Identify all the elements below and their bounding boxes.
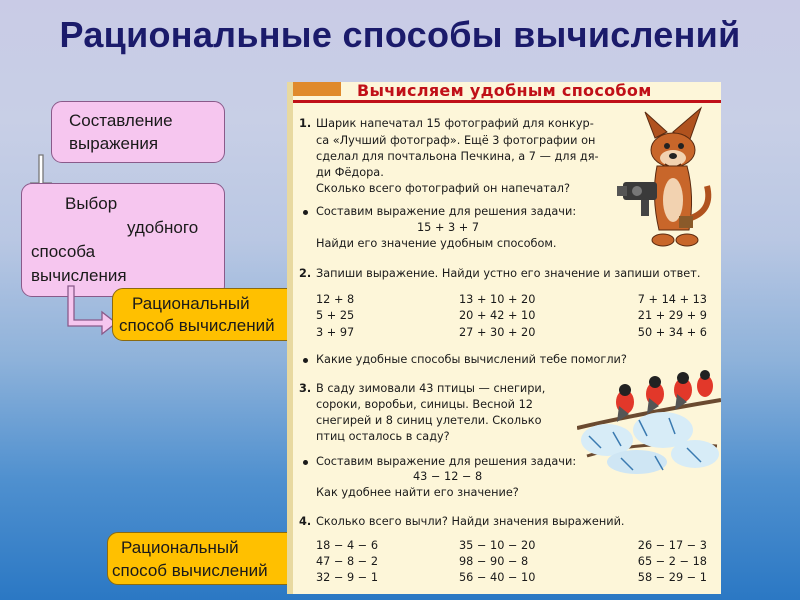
choice-box	[21, 183, 225, 297]
rational-method-box-top	[112, 288, 304, 341]
task4-expr: 65 − 2 − 18	[637, 555, 707, 568]
task2-expr: 5 + 25	[316, 309, 355, 322]
task3-line: сороки, воробьи, синицы. Весной 12	[316, 398, 533, 411]
textbook-header	[293, 82, 721, 100]
bullet	[303, 210, 308, 215]
choice-line4: вычисления	[31, 266, 127, 285]
task3-expression: 43 − 12 − 8	[413, 470, 483, 483]
slide-title: Рациональные способы вычислений	[59, 14, 741, 55]
task4-expr: 98 − 90 − 8	[459, 555, 529, 568]
task3-line: птиц осталось в саду?	[316, 430, 450, 443]
task4-expr: 32 − 9 − 1	[316, 571, 379, 584]
composition-line1: Составление	[69, 111, 173, 130]
bullfinch-branch-illustration	[577, 370, 721, 480]
choice-line1: Выбор	[65, 194, 118, 213]
task3-line: В саду зимовали 43 птицы — снегири,	[316, 382, 546, 395]
task1-line: Шарик напечатал 15 фотографий для конкур-	[316, 117, 594, 130]
task4-expr: 47 − 8 − 2	[316, 555, 379, 568]
task4-expr: 26 − 17 − 3	[637, 539, 707, 552]
heading-underline	[293, 100, 721, 103]
task4-number: 4.	[299, 515, 312, 528]
task4-expr: 58 − 29 − 1	[637, 571, 707, 584]
header-tab	[293, 82, 341, 96]
rational-bottom-line1: Рациональный	[121, 538, 239, 557]
task3-bullet-text: Составим выражение для решения задачи:	[316, 455, 577, 468]
task3-number: 3.	[299, 382, 312, 395]
task2-expr: 7 + 14 + 13	[637, 293, 707, 306]
task2-expr: 27 + 30 + 20	[459, 326, 536, 339]
task4-expr: 56 − 40 − 10	[459, 571, 536, 584]
task2-text: Запиши выражение. Найди устно его значение и запиши ответ.	[316, 267, 701, 280]
textbook-page	[287, 82, 721, 594]
page-margin-stripe	[287, 82, 293, 594]
bullet	[303, 460, 308, 465]
choice-line3: способа	[31, 242, 96, 261]
textbook-heading: Вычисляем удобным способом	[357, 82, 652, 100]
composition-line2: выражения	[69, 134, 159, 153]
task1-bullet-text: Составим выражение для решения задачи:	[316, 205, 577, 218]
task1-find: Найди его значение удобным способом.	[316, 237, 557, 250]
task2-expr: 20 + 42 + 10	[459, 309, 536, 322]
rational-method-box-bottom	[107, 532, 300, 585]
task2-expr: 3 + 97	[316, 326, 355, 339]
task3-question: Как удобнее найти его значение?	[316, 486, 519, 499]
task1-line: ди Фёдора.	[316, 166, 384, 179]
task2-bullet-text: Какие удобные способы вычислений тебе помогли?	[316, 353, 627, 366]
rational-top-line1: Рациональный	[132, 294, 250, 313]
task2-expr: 13 + 10 + 20	[459, 293, 536, 306]
task1-expression: 15 + 3 + 7	[417, 221, 480, 234]
composition-box	[51, 101, 225, 163]
task3-line: снегирей и 8 синиц улетели. Сколько	[316, 414, 542, 427]
rational-top-line2: способ вычислений	[119, 316, 275, 335]
task2-expr: 12 + 8	[316, 293, 355, 306]
rational-bottom-line2: способ вычислений	[112, 561, 268, 580]
task4-text: Сколько всего вычли? Найди значения выражений.	[316, 515, 625, 528]
bullet	[303, 358, 308, 363]
task2-number: 2.	[299, 267, 312, 280]
choice-line2: удобного	[127, 218, 199, 237]
task2-expr: 21 + 29 + 9	[637, 309, 707, 322]
task1-line: са «Лучший фотограф». Ещё 3 фотографии он	[316, 134, 596, 147]
task1-line: сделал для почтальона Печкина, а 7 — для дя-	[316, 150, 599, 163]
task4-expr: 35 − 10 − 20	[459, 539, 536, 552]
task2-expr: 50 + 34 + 6	[637, 326, 707, 339]
task1-number: 1.	[299, 117, 312, 130]
dog-photographer-illustration	[615, 106, 719, 266]
task1-line: Сколько всего фотографий он напечатал?	[316, 182, 570, 195]
task4-expr: 18 − 4 − 6	[316, 539, 379, 552]
